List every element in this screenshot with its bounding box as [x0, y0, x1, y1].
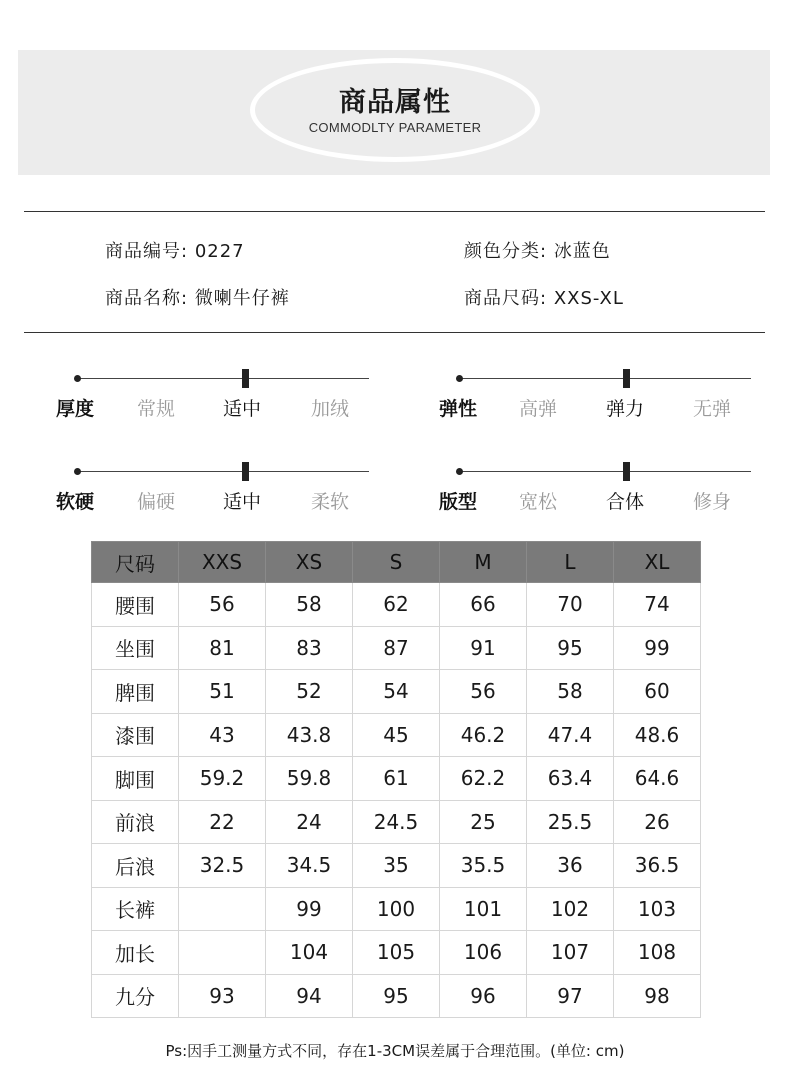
table-header: XXS: [179, 542, 266, 583]
scale-marker: [623, 462, 630, 481]
attribute-softness: [56, 462, 371, 522]
table-cell: 66: [440, 583, 527, 627]
table-cell: 102: [527, 887, 614, 931]
table-cell: 22: [179, 800, 266, 844]
product-size-value: XXS-XL: [553, 288, 624, 309]
attribute-option-selected: 合体: [606, 491, 645, 513]
table-cell: 104: [266, 931, 353, 975]
table-cell: 106: [440, 931, 527, 975]
table-header: M: [440, 542, 527, 583]
table-row: [92, 931, 701, 975]
table-cell: 59.8: [266, 757, 353, 801]
attribute-option: 宽松: [519, 491, 558, 513]
scale-track: [76, 378, 369, 379]
table-cell: 51: [179, 670, 266, 714]
table-row: [92, 713, 701, 757]
table-cell: 95: [527, 626, 614, 670]
table-row-label: 九分: [92, 974, 179, 1018]
table-cell: 100: [353, 887, 440, 931]
table-cell: 70: [527, 583, 614, 627]
table-header: XS: [266, 542, 353, 583]
table-cell: 103: [614, 887, 701, 931]
divider-bottom: [24, 332, 765, 333]
attribute-fit: [439, 462, 753, 522]
table-row: [92, 670, 701, 714]
table-cell: [179, 887, 266, 931]
table-cell: 58: [527, 670, 614, 714]
table-header: L: [527, 542, 614, 583]
table-cell: 36: [527, 844, 614, 888]
table-cell: [179, 931, 266, 975]
table-cell: 96: [440, 974, 527, 1018]
table-cell: 35.5: [440, 844, 527, 888]
product-code-value: 0227: [194, 241, 245, 262]
table-row-label: 漆围: [92, 713, 179, 757]
table-cell: 81: [179, 626, 266, 670]
table-cell: 45: [353, 713, 440, 757]
table-row: [92, 583, 701, 627]
product-code-label: 商品编号:: [105, 241, 189, 262]
scale-start-dot: [74, 375, 81, 382]
table-cell: 99: [614, 626, 701, 670]
attribute-option-selected: 适中: [223, 398, 262, 420]
table-cell: 83: [266, 626, 353, 670]
attribute-option: 加绒: [311, 398, 350, 420]
table-cell: 62: [353, 583, 440, 627]
attribute-elasticity: [439, 369, 753, 429]
scale-marker: [242, 462, 249, 481]
table-cell: 24: [266, 800, 353, 844]
attribute-option: 偏硬: [137, 491, 176, 513]
table-cell: 108: [614, 931, 701, 975]
table-cell: 107: [527, 931, 614, 975]
table-cell: 99: [266, 887, 353, 931]
attribute-option: 柔软: [311, 491, 350, 513]
table-cell: 101: [440, 887, 527, 931]
table-cell: 25.5: [527, 800, 614, 844]
table-body: [92, 583, 701, 1018]
scale-marker: [623, 369, 630, 388]
table-cell: 59.2: [179, 757, 266, 801]
table-row: [92, 974, 701, 1018]
divider-top: [24, 211, 765, 212]
table-cell: 47.4: [527, 713, 614, 757]
table-cell: 63.4: [527, 757, 614, 801]
table-row: [92, 626, 701, 670]
scale-track: [458, 378, 751, 379]
table-cell: 54: [353, 670, 440, 714]
table-cell: 87: [353, 626, 440, 670]
table-cell: 46.2: [440, 713, 527, 757]
table-row-label: 前浪: [92, 800, 179, 844]
attribute-name: 软硬: [56, 491, 95, 513]
page-subtitle: COMMODLTY PARAMETER: [308, 120, 482, 135]
product-name-label: 商品名称:: [105, 288, 189, 309]
table-cell: 56: [440, 670, 527, 714]
table-row-label: 脾围: [92, 670, 179, 714]
table-row-label: 后浪: [92, 844, 179, 888]
table-cell: 26: [614, 800, 701, 844]
product-size: [464, 284, 624, 310]
table-header: S: [353, 542, 440, 583]
table-cell: 60: [614, 670, 701, 714]
table-cell: 94: [266, 974, 353, 1018]
table-cell: 74: [614, 583, 701, 627]
table-header: 尺码: [92, 542, 179, 583]
table-cell: 35: [353, 844, 440, 888]
scale-track: [76, 471, 369, 472]
scale-track: [458, 471, 751, 472]
product-color: [464, 237, 611, 263]
table-cell: 32.5: [179, 844, 266, 888]
table-cell: 64.6: [614, 757, 701, 801]
table-cell: 61: [353, 757, 440, 801]
table-header-row: [92, 542, 701, 583]
table-row-label: 长裤: [92, 887, 179, 931]
table-cell: 24.5: [353, 800, 440, 844]
table-row-label: 加长: [92, 931, 179, 975]
table-row: [92, 800, 701, 844]
table-cell: 56: [179, 583, 266, 627]
attribute-name: 版型: [439, 491, 478, 513]
table-cell: 58: [266, 583, 353, 627]
table-cell: 43: [179, 713, 266, 757]
attribute-option-selected: 弹力: [606, 398, 645, 420]
attribute-option: 修身: [693, 491, 732, 513]
table-cell: 91: [440, 626, 527, 670]
measurement-note: Ps:因手工测量方式不同，存在1-3CM误差属于合理范围。(单位: cm): [165, 1042, 625, 1060]
product-name-value: 微喇牛仔裤: [194, 288, 290, 309]
product-code: [105, 237, 245, 263]
attribute-option: 无弹: [693, 398, 732, 420]
table-row: [92, 757, 701, 801]
table-cell: 36.5: [614, 844, 701, 888]
table-cell: 25: [440, 800, 527, 844]
scale-marker: [242, 369, 249, 388]
table-cell: 34.5: [266, 844, 353, 888]
table-row: [92, 887, 701, 931]
table-cell: 62.2: [440, 757, 527, 801]
table-row: [92, 844, 701, 888]
attribute-thickness: [56, 369, 371, 429]
attribute-name: 厚度: [56, 398, 95, 420]
table-cell: 105: [353, 931, 440, 975]
attribute-option: 高弹: [519, 398, 558, 420]
table-row-label: 脚围: [92, 757, 179, 801]
table-header: XL: [614, 542, 701, 583]
table-cell: 98: [614, 974, 701, 1018]
attribute-option: 常规: [137, 398, 176, 420]
product-size-label: 商品尺码:: [464, 288, 548, 309]
table-cell: 43.8: [266, 713, 353, 757]
attribute-option-selected: 适中: [223, 491, 262, 513]
scale-start-dot: [74, 468, 81, 475]
product-color-label: 颜色分类:: [464, 241, 548, 262]
table-cell: 97: [527, 974, 614, 1018]
page-title: 商品属性: [339, 87, 451, 118]
product-name: [105, 284, 290, 310]
table-cell: 95: [353, 974, 440, 1018]
product-color-value: 冰蓝色: [553, 241, 611, 262]
table-cell: 93: [179, 974, 266, 1018]
table-cell: 48.6: [614, 713, 701, 757]
attribute-name: 弹性: [439, 398, 478, 420]
size-table: [91, 541, 701, 1018]
table-row-label: 坐围: [92, 626, 179, 670]
table-row-label: 腰围: [92, 583, 179, 627]
scale-start-dot: [456, 468, 463, 475]
scale-start-dot: [456, 375, 463, 382]
table-cell: 52: [266, 670, 353, 714]
